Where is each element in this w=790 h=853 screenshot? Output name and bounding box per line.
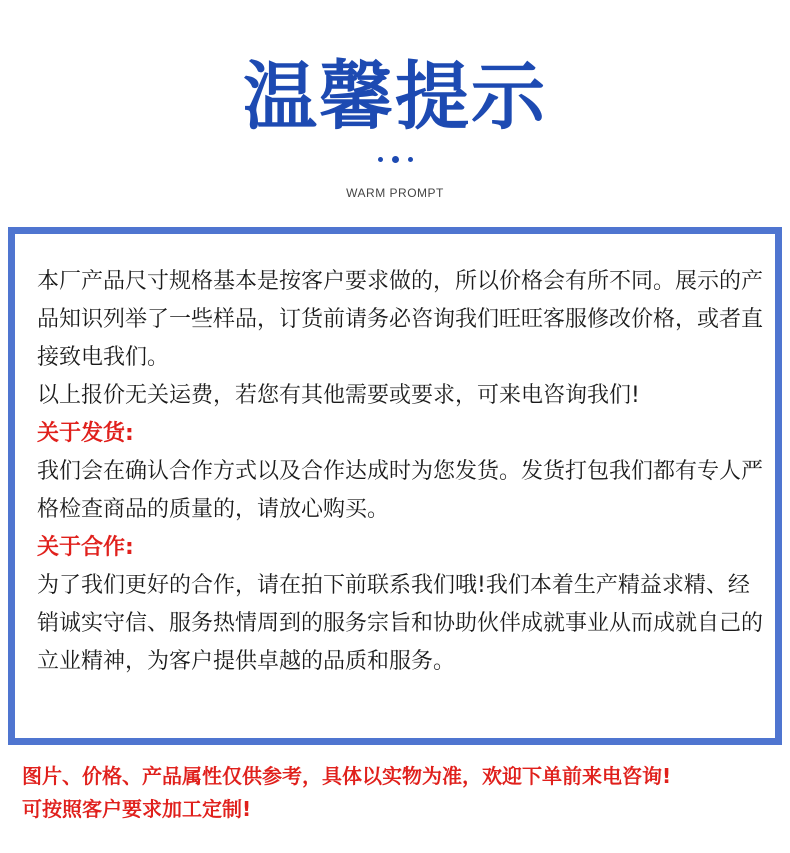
page-subtitle: WARM PROMPT [346,186,444,200]
dot-icon [392,156,399,163]
cooperation-heading: 关于合作: [37,535,134,560]
dot-icon [408,157,413,162]
footer-notice [22,760,782,826]
dot-icon [378,157,383,162]
decorative-dots [0,156,790,163]
notice-box [8,227,782,745]
notice-paragraph: 以上报价无关运费，若您有其他需要或要求，可来电咨询我们! [37,383,640,408]
notice-content [37,263,767,681]
cooperation-text: 为了我们更好的合作，请在拍下前联系我们哦!我们本着生产精益求精、经销诚实守信、服务热情周到的服务宗旨和协助伙伴成就事业从而成就自己的立业精神，为客户提供卓越的品质和服务。 [37,573,764,674]
shipping-text: 我们会在确认合作方式以及合作达成时为您发货。发货打包我们都有专人严格检查商品的质量的，请放心购买。 [37,459,764,522]
footer-line: 图片、价格、产品属性仅供参考，具体以实物为准，欢迎下单前来电咨询! [22,764,672,788]
page-title: 温馨提示 [243,54,547,140]
footer-line: 可按照客户要求加工定制! [22,797,252,821]
notice-paragraph: 本厂产品尺寸规格基本是按客户要求做的，所以价格会有所不同。展示的产品知识列举了一些样品，订货前请务必咨询我们旺旺客服修改价格，或者直接致电我们。 [37,269,764,370]
shipping-heading: 关于发货: [37,421,134,446]
